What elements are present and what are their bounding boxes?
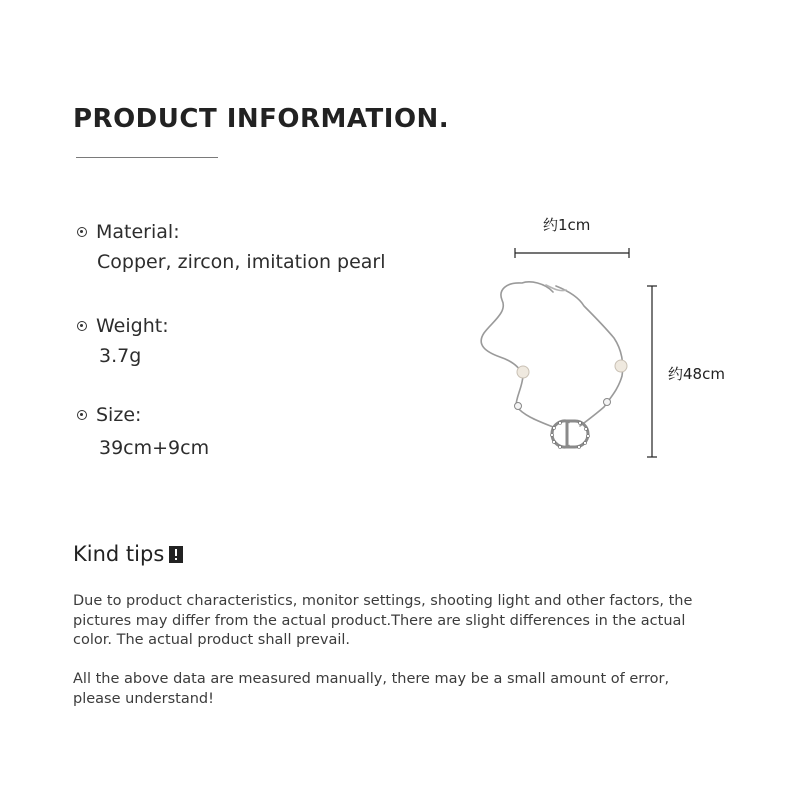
exclamation-icon — [169, 546, 183, 563]
pearl-right — [615, 360, 627, 372]
weight-label-text: Weight: — [96, 315, 169, 337]
kind-tips-heading — [73, 542, 183, 566]
width-dimension-line — [515, 248, 629, 258]
length-dimension-label: 约48cm — [668, 365, 725, 383]
material-label-text: Material: — [96, 221, 180, 243]
necklace-chain — [481, 282, 623, 427]
cd-pendant — [552, 421, 588, 447]
width-dimension-label: 约1cm — [543, 216, 591, 234]
tips-paragraph-1: Due to product characteristics, monitor settings, shooting light and other factors, the pictures may differ from the actual product.There are slight differences in the actual color. The actual product shall prevail. — [73, 593, 693, 648]
kind-tips-title: Kind tips — [73, 542, 165, 566]
size-label-text: Size: — [96, 404, 142, 426]
length-dimension-line — [647, 286, 657, 457]
material-value: Copper, zircon, imitation pearl — [97, 251, 386, 273]
tips-paragraph-2: All the above data are measured manually, there may be a small amount of error, please understand! — [73, 671, 670, 707]
page-title: PRODUCT INFORMATION. — [73, 104, 450, 134]
pearl-left — [517, 366, 529, 378]
size-value: 39cm+9cm — [99, 437, 210, 459]
weight-value: 3.7g — [99, 345, 142, 367]
